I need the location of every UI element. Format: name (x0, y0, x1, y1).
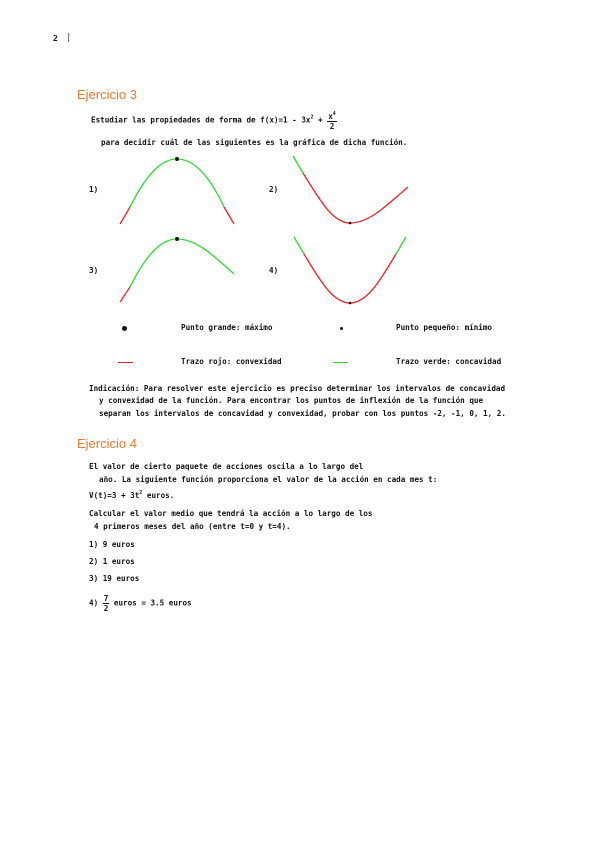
graph-2-concave-left (293, 156, 303, 173)
graph-4-concave-right (396, 237, 406, 254)
graph-label-4: 4) (269, 266, 279, 275)
ex4-question-line-2: 4 primeros meses del año (entre t=0 y t=4). (94, 522, 291, 531)
ex3-intro-prefix: Estudiar las propiedades de forma de (91, 115, 261, 125)
graph-1-convex-right (224, 207, 234, 224)
ex3-function-plus: + (313, 115, 328, 125)
exercise-3-title: Ejercicio 3 (77, 87, 137, 102)
legend-small-dot (340, 327, 343, 330)
ex4-option-4-denominator: 2 (103, 604, 109, 613)
ex3-frac-numerator-exponent: 4 (332, 111, 336, 117)
graph-label-1: 1) (89, 185, 99, 194)
ex4-function-suffix: euros. (142, 491, 175, 500)
ex3-function: f(x)=1 - 3x (260, 115, 311, 125)
ex4-function-exponent: 2 (139, 490, 143, 496)
exercise-4-title: Ejercicio 4 (77, 436, 137, 451)
graph-3-convex-left (120, 287, 130, 302)
ex4-function (89, 490, 174, 500)
ex3-intro-line-2: para decidir cuál de las siguientes es la gráfica de dicha función. (101, 138, 408, 147)
graph-2-convex (303, 173, 408, 223)
ex3-intro-line-1 (91, 110, 337, 131)
header-separator: | (66, 33, 72, 43)
legend-red-line-text: Trazo rojo: convexidad (181, 357, 282, 366)
graph-label-2: 2) (269, 185, 279, 194)
graph-3 (115, 232, 240, 308)
graph-4 (290, 232, 415, 308)
ex3-function-exponent: 2 (310, 114, 314, 121)
page-number: 2 (53, 34, 58, 43)
legend-green-line (333, 362, 348, 363)
ex3-hint-line-3: separan los intervalos de concavidad y convexidad, probar con los puntos -2, -1, 0, 1, 2. (99, 409, 506, 418)
ex3-hint-line-1: Indicación: Para resolver este ejercicio es preciso determinar los intervalos de concavidad (89, 384, 506, 393)
graph-2-min-point (349, 222, 352, 225)
ex4-function-base: V(t)=3 + 3t (89, 491, 140, 500)
graph-1 (115, 152, 240, 228)
ex4-option-4-numerator: 7 (103, 594, 109, 603)
graph-1-concave (130, 159, 224, 207)
legend-red-line (118, 362, 133, 363)
ex4-option-4-fraction (103, 594, 110, 613)
ex4-option-2: 2) 1 euros (89, 557, 135, 566)
ex4-option-3: 3) 19 euros (89, 574, 140, 583)
ex4-option-4-suffix: euros = 3.5 euros (113, 598, 192, 608)
ex3-frac-numerator: x (328, 112, 333, 121)
legend-big-dot (122, 326, 127, 331)
graph-3-max-point (175, 237, 179, 241)
ex4-option-4 (89, 594, 192, 613)
legend-small-dot-text: Punto pequeño: mínimo (396, 323, 493, 332)
graph-4-min-point (349, 302, 352, 305)
ex4-option-4-label: 4) (89, 598, 99, 608)
graph-4-convex (304, 254, 396, 303)
graph-label-3: 3) (89, 266, 99, 275)
ex3-fraction (327, 110, 337, 131)
graph-2 (290, 152, 415, 228)
graph-4-concave-left (294, 237, 304, 254)
legend-big-dot-text: Punto grande: máximo (181, 323, 273, 332)
ex3-hint-line-2: y convexidad de la función. Para encontrar los puntos de inflexión de la función que (99, 396, 484, 405)
ex4-line-1: El valor de cierto paquete de acciones oscila a lo largo del (89, 462, 364, 471)
legend-green-line-text: Trazo verde: concavidad (396, 357, 502, 366)
graph-1-convex-left (120, 207, 130, 224)
graph-3-concave (130, 239, 234, 287)
graph-1-max-point (175, 157, 179, 161)
ex4-line-2: año. La siguiente función proporciona el valor de la acción en cada mes t: (99, 475, 438, 484)
ex3-frac-denominator: 2 (329, 122, 335, 131)
ex4-question-line-1: Calcular el valor medio que tendrá la acción a lo largo de los (89, 509, 373, 518)
ex4-option-1: 1) 9 euros (89, 540, 135, 549)
